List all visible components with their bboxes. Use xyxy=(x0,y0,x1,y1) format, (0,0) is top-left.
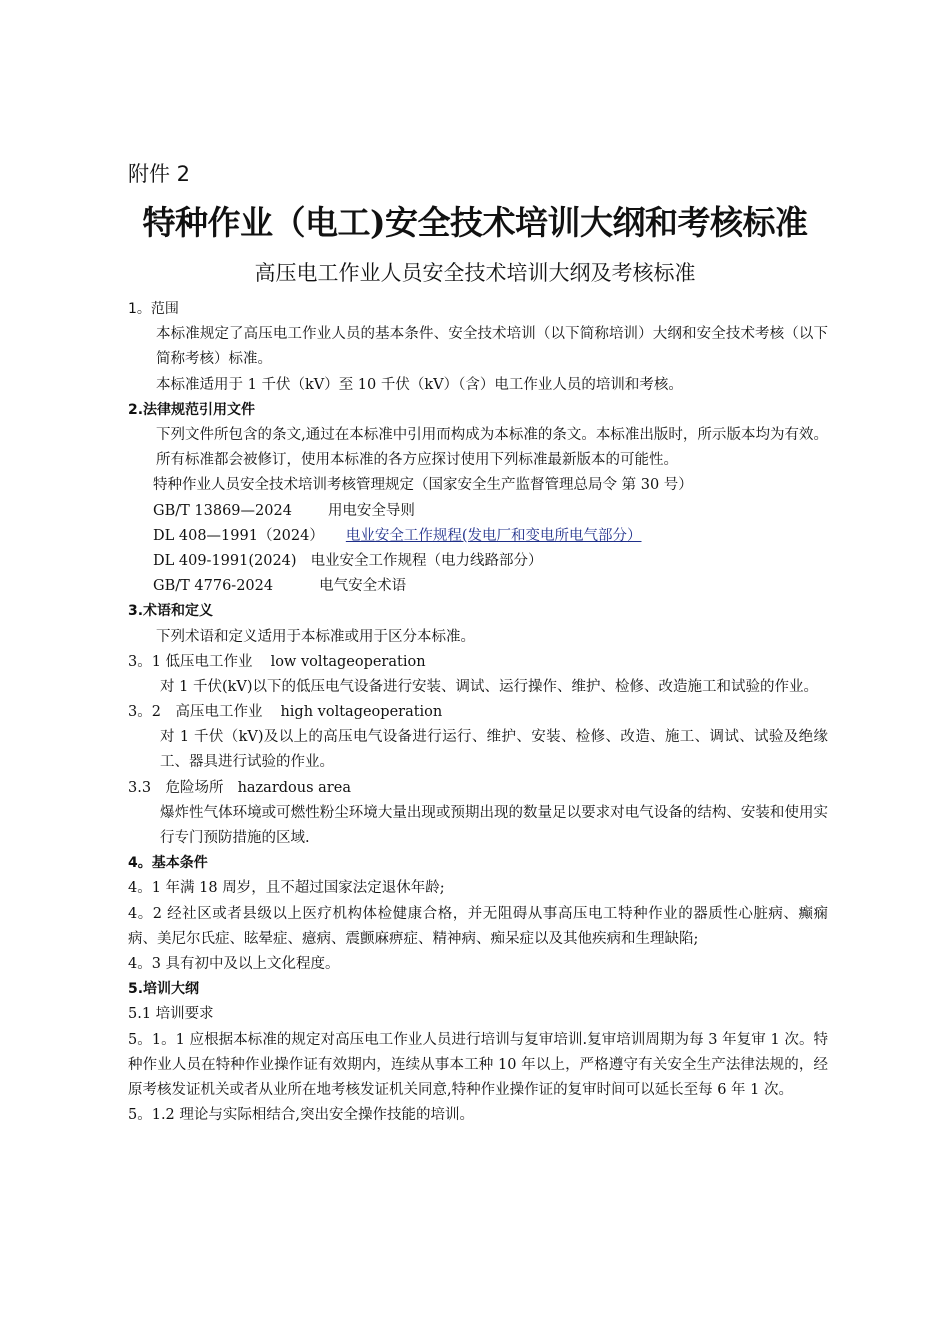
reference-item xyxy=(128,549,828,574)
term-number: 3。1 低压电工作业 xyxy=(128,653,253,670)
term-heading xyxy=(128,700,828,725)
reference-code: DL 408—1991（2024） xyxy=(153,527,324,544)
section-3-paragraph-1: 下列术语和定义适用于本标准或用于区分本标准。 xyxy=(156,628,475,645)
section-4-heading: 4。基本条件 xyxy=(128,855,208,872)
reference-code: 特种作业人员安全技术培训考核管理规定（国家安全生产监督管理总局令 第 30 号） xyxy=(153,477,693,494)
reference-code: GB/T 4776-2024 xyxy=(153,578,274,595)
section-1-heading: 1。范围 xyxy=(128,301,179,317)
section-3-heading: 3.术语和定义 xyxy=(128,603,214,620)
section-5-subheading: 5.1 培训要求 xyxy=(128,1006,214,1023)
reference-name: 用电安全导则 xyxy=(327,502,415,519)
term-heading xyxy=(128,776,828,801)
term-heading xyxy=(128,650,828,675)
attachment-label: 附件 2 xyxy=(128,162,191,186)
training-item: 5。1.2 理论与实际相结合,突出安全操作技能的培训。 xyxy=(128,1107,475,1124)
term-definition: 对 1 千伏(kV)以下的低压电气设备进行安装、调试、运行操作、维护、检修、改造施工和试验的作业。 xyxy=(160,678,819,695)
reference-link[interactable]: 电业安全工作规程(发电厂和变电所电气部分） xyxy=(345,527,642,544)
document-subtitle: 高压电工作业人员安全技术培训大纲及考核标准 xyxy=(254,261,696,285)
section-5-heading: 5.培训大纲 xyxy=(128,981,200,998)
reference-code: GB/T 13869—2024 xyxy=(153,502,292,519)
term-number: 3.3 危险场所 xyxy=(128,779,224,796)
term-english: low voltageoperation xyxy=(270,653,426,670)
term-number: 3。2 高压电工作业 xyxy=(128,704,263,721)
term-english: high voltageoperation xyxy=(280,704,443,721)
term-definition: 对 1 千伏（kV)及以上的高压电气设备进行运行、维护、安装、检修、改造、施工、调试、试验及绝缘工、器具进行试验的作业。 xyxy=(160,729,828,771)
reference-name: 电业安全工作规程（电力线路部分） xyxy=(310,552,543,569)
training-item: 5。1。1 应根据本标准的规定对高压电工作业人员进行培训与复审培训.复审培训周期为每 3 年复审 1 次。特种作业人员在特种作业操作证有效期内，连续从事本工种 10 年以上，严格遵守有关安全生产法律法规的，经原考核发证机关或者从业所在地考核发证机关同意,特种作业操作证的复审时间可以延长至每 6 年 1 次。 xyxy=(128,1031,828,1099)
reference-code: DL 409-1991(2024) xyxy=(153,552,297,569)
document-body xyxy=(128,297,828,1128)
reference-item xyxy=(128,473,828,498)
reference-item xyxy=(128,499,828,524)
section-1-paragraph-2: 本标准适用于 1 千伏（kV）至 10 千伏（kV）（含）电工作业人员的培训和考核。 xyxy=(156,376,683,393)
condition-item: 4。2 经社区或者县级以上医疗机构体检健康合格，并无阻碍从事高压电工特种作业的器质性心脏病、癫痫病、美尼尔氏症、眩晕症、癔病、震颤麻痹症、精神病、痴呆症以及其他疾病和生理缺陷; xyxy=(128,905,828,947)
section-2-heading: 2.法律规范引用文件 xyxy=(128,401,256,418)
section-1-paragraph-1: 本标准规定了高压电工作业人员的基本条件、安全技术培训（以下简称培训）大纲和安全技术考核（以下简称考核）标准。 xyxy=(156,326,828,368)
term-definition: 爆炸性气体环境或可燃性粉尘环境大量出现或预期出现的数量足以要求对电气设备的结构、安装和使用实行专门预防措施的区域. xyxy=(160,804,828,847)
reference-name: 电气安全术语 xyxy=(319,578,407,595)
section-2-paragraph-1: 下列文件所包含的条文,通过在本标准中引用而构成为本标准的条文。本标准出版时，所示版本均为有效。所有标准都会被修订，使用本标准的各方应探讨使用下列标准最新版本的可能性。 xyxy=(156,426,828,469)
condition-item: 4。3 具有初中及以上文化程度。 xyxy=(128,956,340,973)
reference-item xyxy=(128,574,828,599)
term-english: hazardous area xyxy=(237,779,351,796)
document-title: 特种作业（电工)安全技术培训大纲和考核标准 xyxy=(142,203,808,242)
condition-item: 4。1 年满 18 周岁，且不超过国家法定退休年龄; xyxy=(128,880,445,897)
reference-item xyxy=(128,524,828,549)
